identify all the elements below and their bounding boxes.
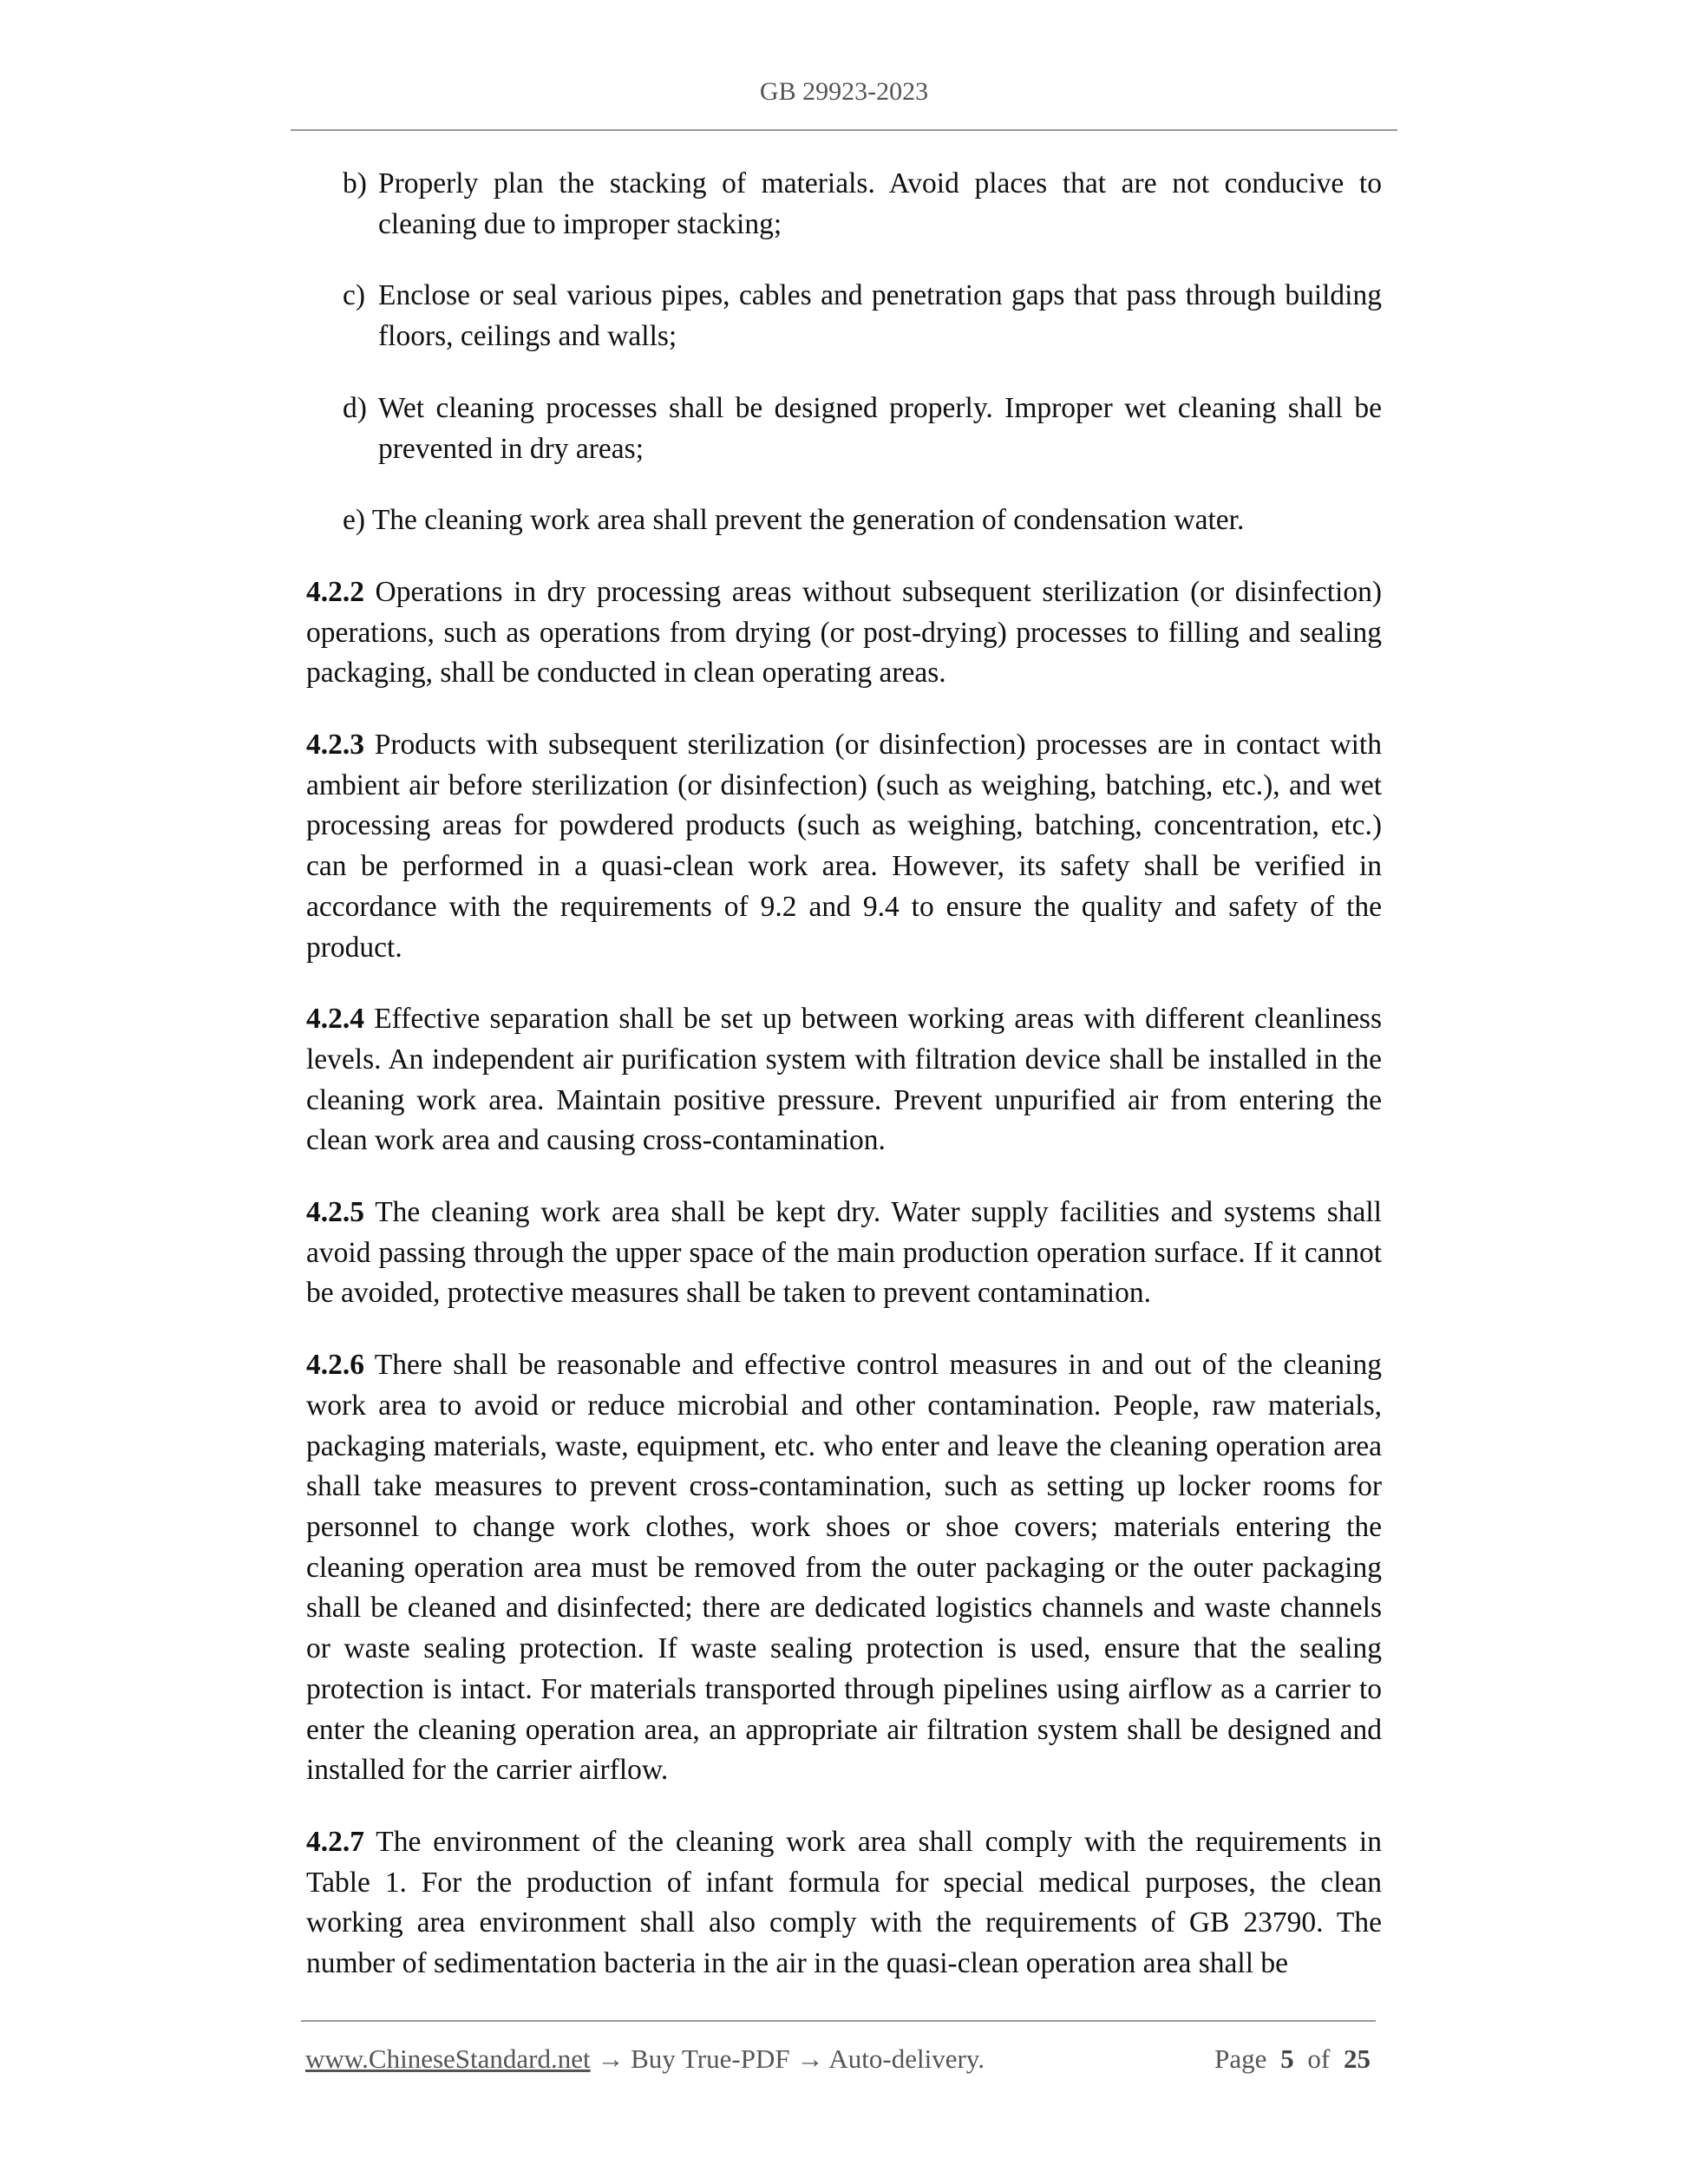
clause-4-2-7 xyxy=(306,1822,1382,1985)
clause-number: 4.2.6 xyxy=(306,1349,364,1382)
document-body xyxy=(306,164,1382,2016)
clause-4-2-4 xyxy=(306,999,1382,1161)
clause-number: 4.2.5 xyxy=(306,1196,364,1229)
list-item-d xyxy=(306,389,1382,469)
clause-text: Products with subsequent sterilization (or disinfection) processes are in contact with ambient air before sterilization (or disinfection) (such as weighing, batching, etc.), and wet processing areas for powdered products (such as weighing, batching, concentration, etc.) can be performed in a quasi-clean work area. However, its safety shall be verified in accordance with the requirements of 9.2 and 9.4 to ensure the quality and safety of the product. xyxy=(306,729,1382,964)
clause-text: The cleaning work area shall be kept dry. Water supply facilities and systems shall avoid passing through the upper space of the main production operation surface. If it cannot be avoided, protective measures shall be taken to prevent contamination. xyxy=(306,1196,1382,1310)
document-header-title: GB 29923-2023 xyxy=(759,77,929,106)
list-item-text: Wet cleaning processes shall be designed properly. Improper wet cleaning shall be prevented in dry areas; xyxy=(378,391,1382,465)
clause-text: Operations in dry processing areas without subsequent sterilization (or disinfection) operations, such as operations from drying (or post-drying) processes to filling and sealing packaging, shall be conducted in clean operating areas. xyxy=(306,575,1382,690)
clause-number: 4.2.4 xyxy=(306,1003,364,1036)
clause-4-2-2 xyxy=(306,572,1382,694)
clause-number: 4.2.7 xyxy=(306,1825,364,1858)
footer-divider xyxy=(301,2020,1376,2022)
page-of-label: of xyxy=(1307,2043,1331,2074)
arrow-right-icon: → xyxy=(796,2043,824,2074)
clause-4-2-3 xyxy=(306,725,1382,968)
buy-true-pdf-text: Buy True-PDF xyxy=(631,2043,790,2074)
list-item-c xyxy=(306,276,1382,356)
auto-delivery-text: Auto-delivery. xyxy=(828,2043,985,2074)
header-divider xyxy=(291,129,1397,131)
list-marker: c) xyxy=(343,279,366,312)
page-total: 25 xyxy=(1344,2043,1371,2074)
clause-text: Effective separation shall be set up between working areas with different cleanliness levels. An independent air purification system with filtration device shall be installed in the cleaning work area. Maintain positive pressure. Prevent unpurified air from entering the clean work area and causing cross-contamination. xyxy=(306,1003,1383,1157)
list-marker: d) xyxy=(343,391,367,424)
list-item-e xyxy=(306,500,1382,541)
list-marker: e) xyxy=(343,504,366,537)
list-marker: b) xyxy=(343,167,367,199)
list-item-text: Properly plan the stacking of materials. Avoid places that are not conducive to cleaning due to improper stacking; xyxy=(378,167,1382,240)
list-item-b xyxy=(306,164,1382,245)
footer-promo xyxy=(305,2043,985,2075)
list-item-text: The cleaning work area shall prevent the generation of condensation water. xyxy=(371,504,1245,537)
clause-4-2-5 xyxy=(306,1193,1382,1314)
arrow-right-icon: → xyxy=(597,2043,625,2074)
list-item-text: Enclose or seal various pipes, cables and penetration gaps that pass through building floors, ceilings and walls; xyxy=(378,279,1382,353)
clause-number: 4.2.2 xyxy=(306,575,364,608)
chinesestandard-link[interactable]: www.ChineseStandard.net xyxy=(305,2043,591,2074)
clause-4-2-6 xyxy=(306,1345,1382,1791)
clause-text: The environment of the cleaning work area shall comply with the requirements in Table 1. For the production of infant formula for special medical purposes, the clean working area environment shall also comply with the requirements of GB 23790. The number of sedimentation bacteria in the air in the quasi-clean operation area shall be xyxy=(306,1825,1382,1980)
page-current: 5 xyxy=(1280,2043,1294,2074)
clause-text: There shall be reasonable and effective control measures in and out of the cleaning work area to avoid or reduce microbial and other contamination. People, raw materials, packaging materials, waste, equipment, etc. who enter and leave the cleaning operation area shall take measures to prevent cross-contamination, such as setting up locker rooms for personnel to change work clothes, work shoes or shoe covers; materials entering the cleaning operation area must be removed from the outer packaging or the outer packaging shall be cleaned and disinfected; there are dedicated logistics channels and waste channels or waste sealing protection. If waste sealing protection is used, ensure that the sealing protection is intact. For materials transported through pipelines using airflow as a carrier to enter the cleaning operation area, an appropriate air filtration system shall be designed and installed for the carrier airflow. xyxy=(306,1349,1382,1787)
page-label: Page xyxy=(1214,2043,1267,2074)
page-indicator xyxy=(1214,2043,1371,2075)
clause-number: 4.2.3 xyxy=(306,729,364,762)
